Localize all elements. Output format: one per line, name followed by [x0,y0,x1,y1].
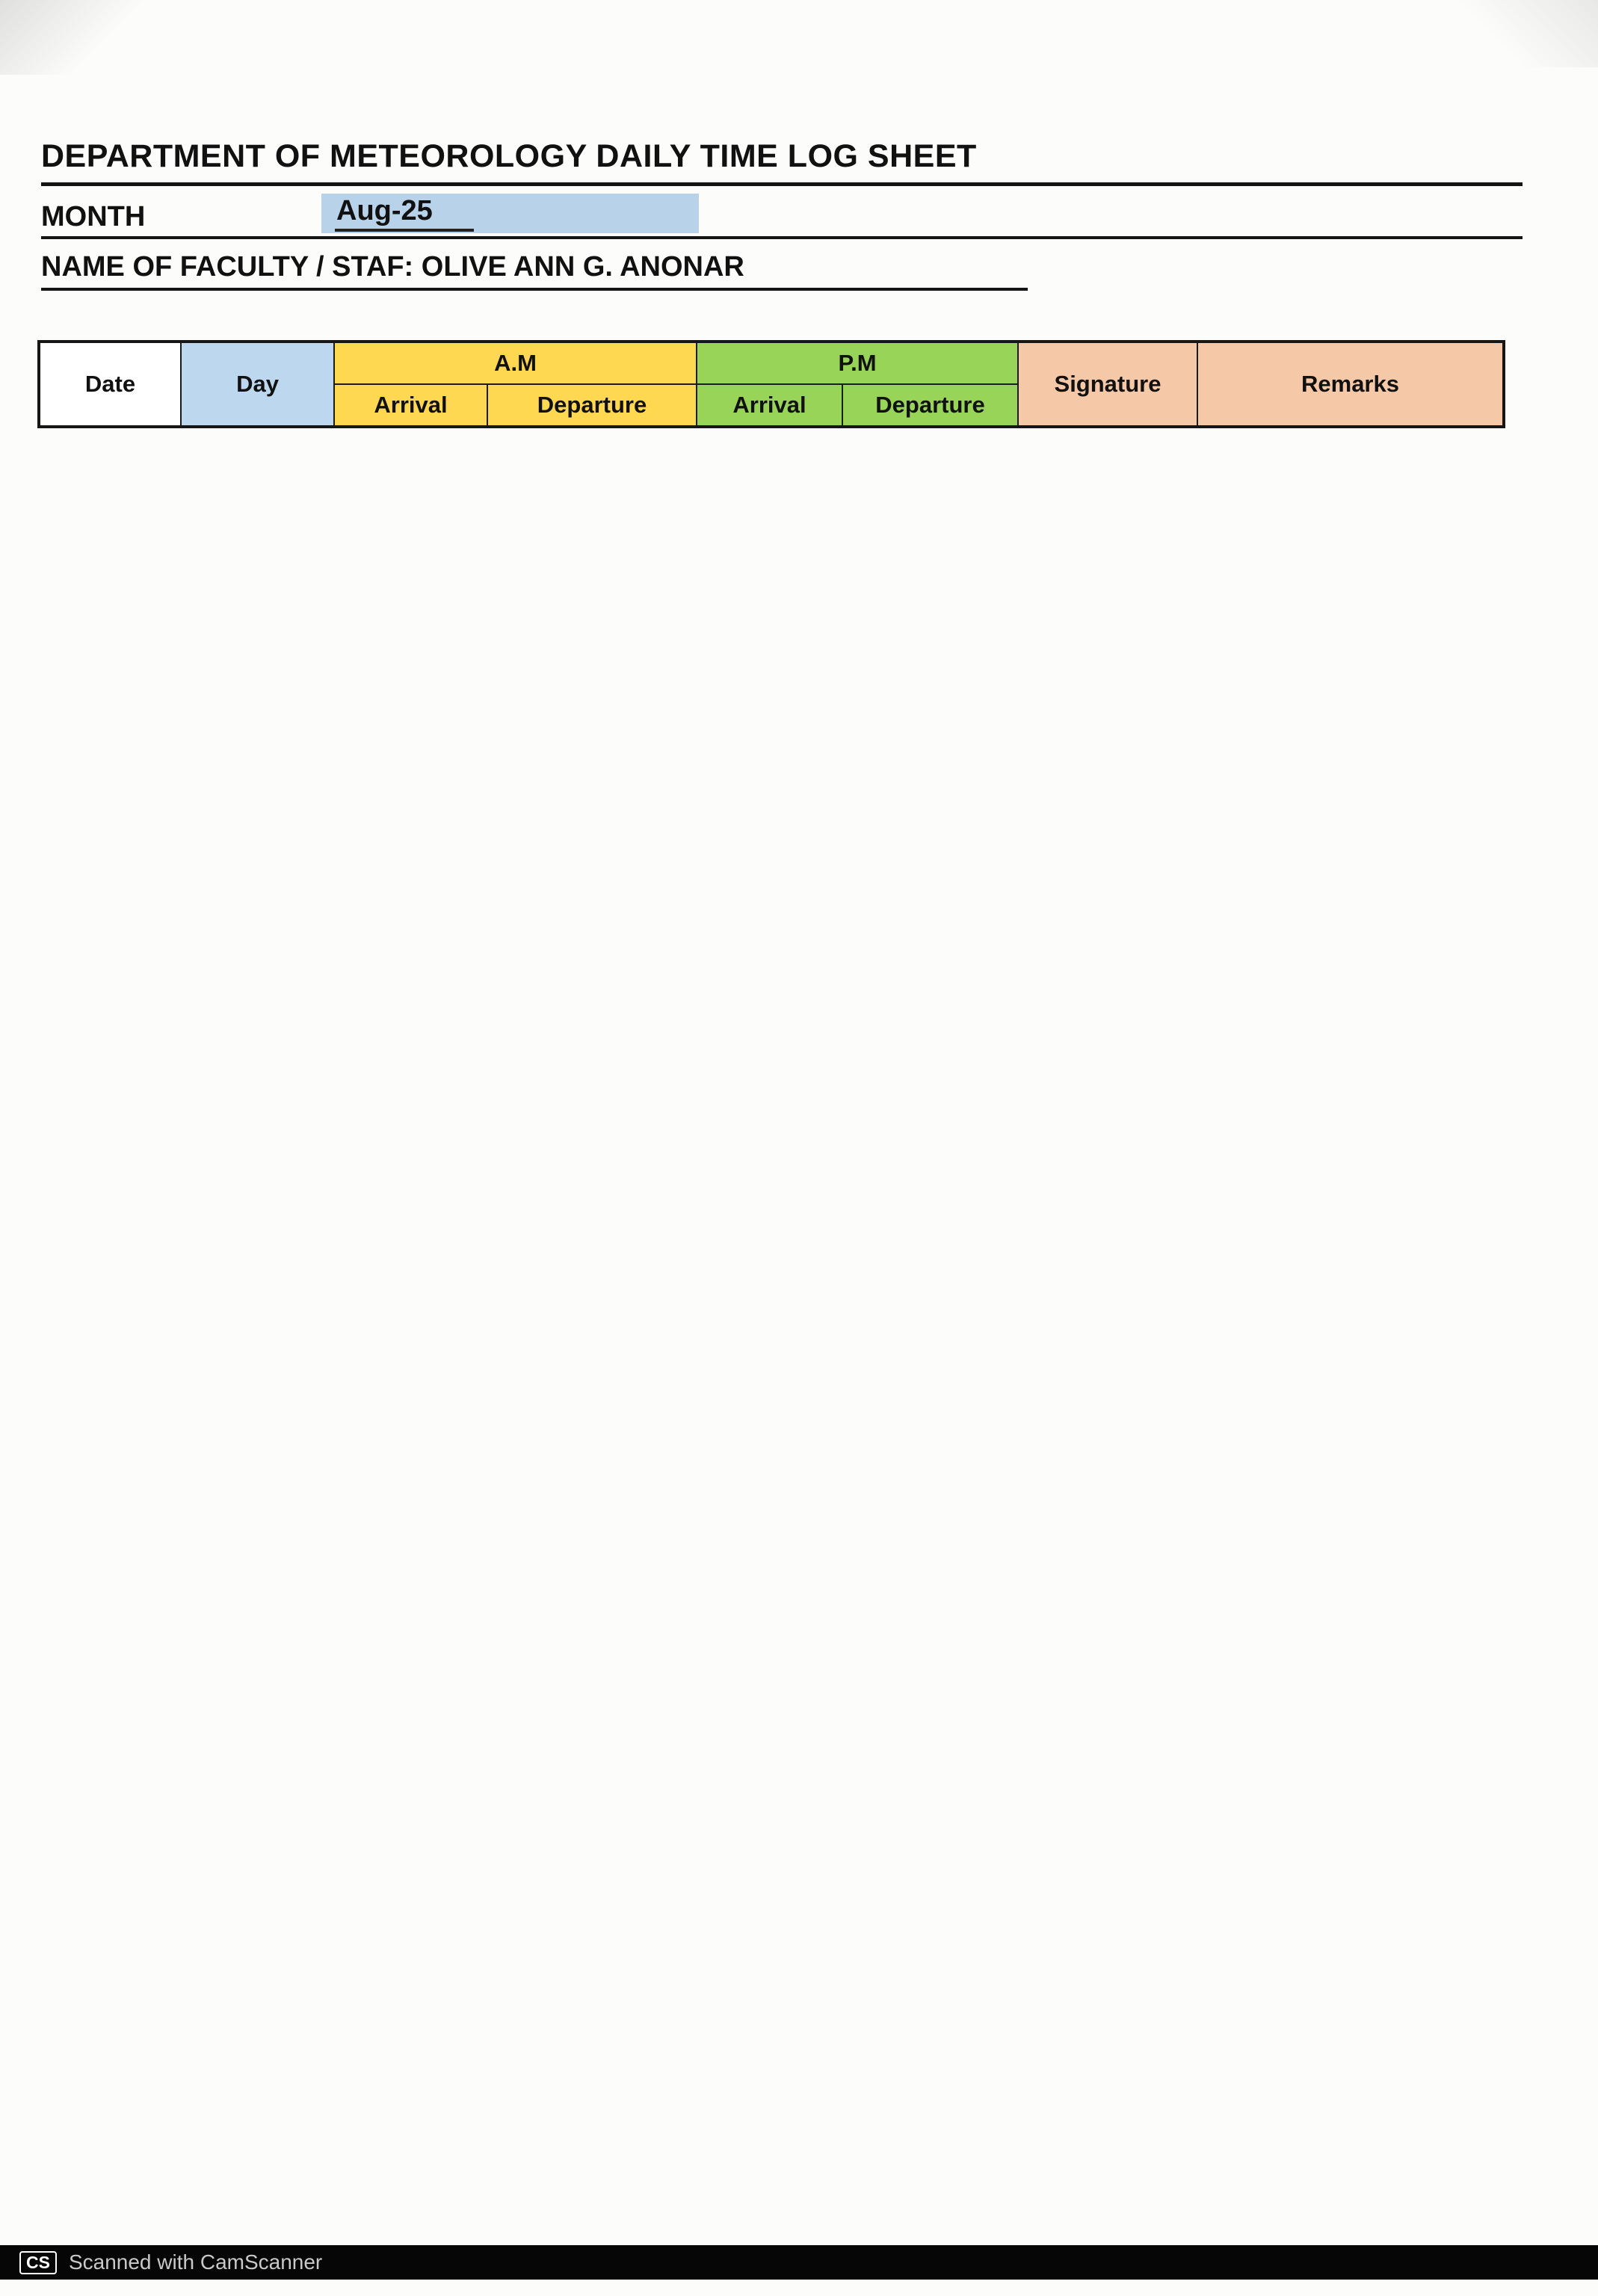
table-header [39,342,1504,427]
header-day: Day [181,342,334,427]
header-pm: P.M [697,342,1018,384]
camscanner-footer-text: Scanned with CamScanner [68,2250,323,2274]
document-header [41,138,1523,291]
faculty-name-line [41,251,1028,291]
header-am-departure: Departure [487,384,697,427]
faculty-name-row [41,251,1523,291]
month-value: Aug-25 [335,195,474,232]
month-value-highlight [321,194,699,233]
camscanner-footer-bar [0,2245,1598,2280]
header-am: A.M [334,342,697,384]
header-date: Date [39,342,181,427]
month-row [41,186,1523,239]
camscanner-logo-icon: CS [19,2251,57,2274]
header-pm-arrival: Arrival [697,384,842,427]
header-am-arrival: Arrival [334,384,487,427]
faculty-name-label: NAME OF FACULTY / STAF: [41,251,414,283]
header-pm-departure: Departure [842,384,1018,427]
page-title: DEPARTMENT OF METEOROLOGY DAILY TIME LOG SHEET [41,138,1523,186]
faculty-name-value: OLIVE ANN G. ANONAR [421,251,744,283]
month-label: MONTH [41,201,146,232]
time-log-table [37,340,1505,428]
scan-shading-top-right [1404,0,1598,67]
scan-shading-top-left [0,0,194,75]
header-remarks: Remarks [1197,342,1504,427]
header-signature: Signature [1018,342,1197,427]
